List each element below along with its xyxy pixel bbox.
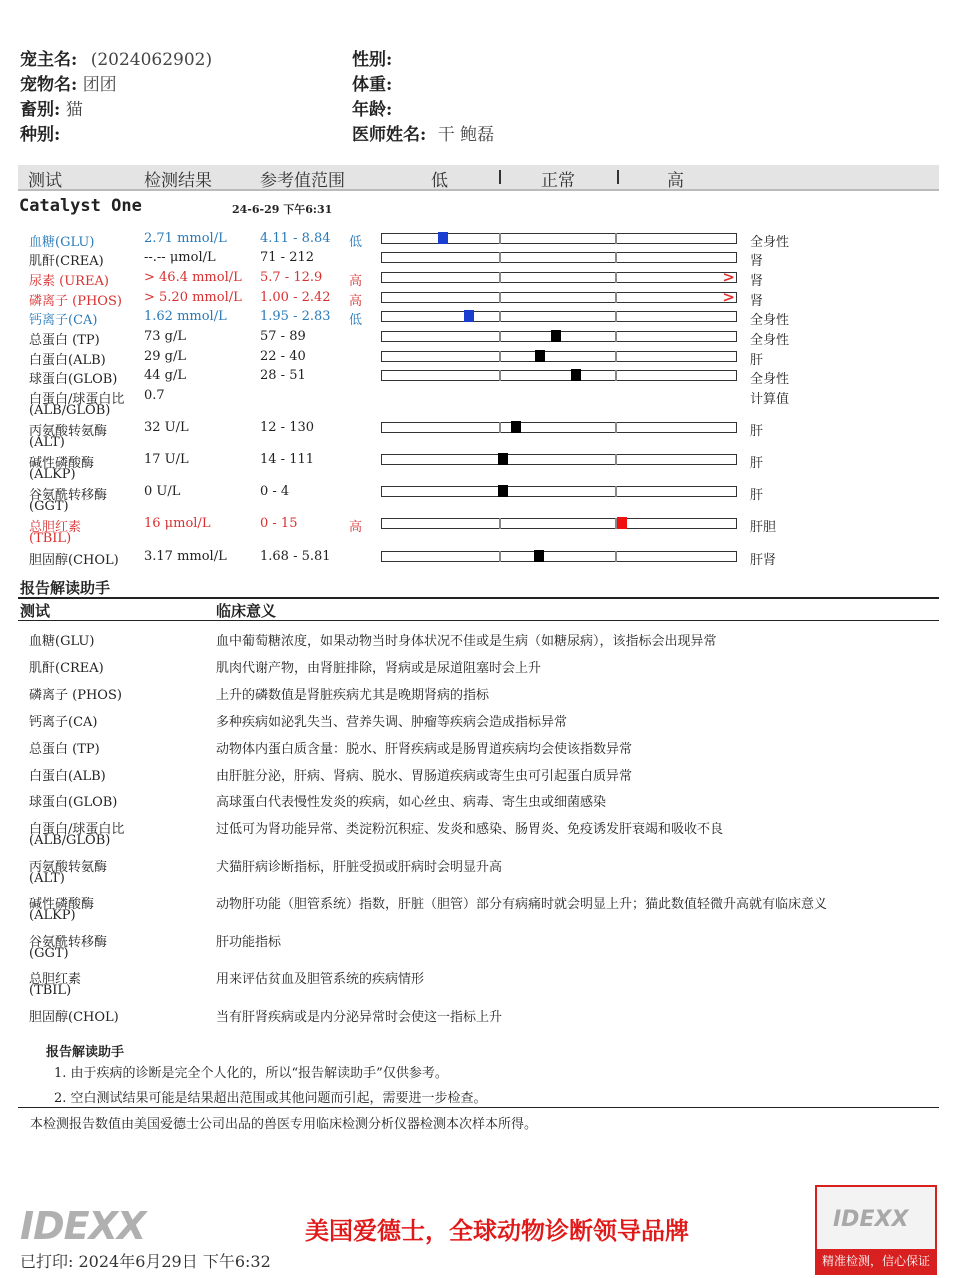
result-range-bar bbox=[381, 233, 737, 244]
result-marker bbox=[438, 232, 448, 244]
range-tick bbox=[615, 351, 617, 362]
result-test-name: 总胆红素 bbox=[29, 520, 82, 535]
interpret-meaning: 血中葡萄糖浓度，如果动物当时身体状况不佳或是生病（如糖尿病），该指标会出现异常 bbox=[216, 634, 717, 649]
quality-badge bbox=[815, 1185, 937, 1275]
result-category: 肾 bbox=[750, 274, 764, 289]
result-test-name: 血糖(GLU) bbox=[29, 235, 95, 250]
interpret-meaning: 肌肉代谢产物，由肾脏排除，肾病或是尿道阻塞时会上升 bbox=[216, 661, 542, 676]
result-value: > 46.4 mmol/L bbox=[144, 270, 242, 285]
doctor-row bbox=[352, 120, 494, 145]
interpret-test-abbrev: (ALKP) bbox=[29, 908, 76, 923]
range-tick bbox=[615, 311, 617, 322]
result-test-name: 尿素 (UREA) bbox=[29, 274, 109, 289]
result-reference: 1.95 - 2.83 bbox=[260, 309, 331, 324]
range-tick bbox=[615, 422, 617, 433]
result-flag: 高 bbox=[349, 274, 363, 289]
result-range-bar bbox=[381, 351, 737, 362]
result-test-name: 肌酐(CREA) bbox=[29, 254, 104, 269]
result-reference: 0 - 4 bbox=[260, 484, 290, 499]
range-tick bbox=[499, 331, 501, 342]
range-tick bbox=[499, 272, 501, 283]
result-value: 3.17 mmol/L bbox=[144, 549, 227, 564]
interpret-meaning: 上升的磷数值是肾脏疾病尤其是晚期肾病的指标 bbox=[216, 688, 490, 703]
interpret-test-name: 白蛋白/球蛋白比 bbox=[29, 822, 125, 837]
result-reference: 4.11 - 8.84 bbox=[260, 231, 331, 246]
printed-date: 已打印: 2024年6月29日 下午6:32 bbox=[20, 1252, 271, 1271]
brand-slogan: 美国爱德士，全球动物诊断领导品牌 bbox=[305, 1216, 689, 1245]
range-tick bbox=[499, 518, 501, 529]
result-marker bbox=[571, 369, 581, 381]
interpret-meaning: 过低可为肾功能异常、类淀粉沉积症、发炎和感染、肠胃炎、免疫诱发肝衰竭和吸收不良 bbox=[216, 822, 724, 837]
instrument-datetime: 24-6-29 下午6:31 bbox=[232, 203, 333, 216]
result-flag: 低 bbox=[349, 235, 363, 250]
owner-value: (2024062902) bbox=[90, 50, 213, 70]
note-item: 2. 空白测试结果可能是结果超出范围或其他问题而引起，需要进一步检查。 bbox=[54, 1091, 487, 1106]
result-category: 计算值 bbox=[750, 392, 790, 407]
result-test-abbrev: (ALKP) bbox=[29, 467, 76, 482]
result-range-bar bbox=[381, 268, 737, 286]
header-test: 测试 bbox=[28, 171, 62, 191]
result-reference: 28 - 51 bbox=[260, 368, 306, 383]
result-value: 0.7 bbox=[144, 388, 165, 403]
result-category: 肾 bbox=[750, 254, 764, 269]
result-range-bar bbox=[381, 486, 737, 497]
result-value: 2.71 mmol/L bbox=[144, 231, 227, 246]
range-tick bbox=[615, 486, 617, 497]
weight-label: 体重: bbox=[352, 75, 393, 95]
result-value: 32 U/L bbox=[144, 420, 189, 435]
result-range-bar bbox=[381, 551, 737, 562]
result-value: 0 U/L bbox=[144, 484, 181, 499]
doctor-value: 干 鲍磊 bbox=[437, 125, 495, 145]
interpret-test-name: 胆固醇(CHOL) bbox=[29, 1010, 119, 1025]
species-value: 猫 bbox=[65, 100, 83, 120]
pet-label: 宠物名: bbox=[20, 75, 78, 95]
owner-label: 宠主名: bbox=[20, 50, 78, 70]
header-ref: 参考值范围 bbox=[260, 171, 345, 191]
result-category: 肝 bbox=[750, 424, 764, 439]
note-item: 1. 由于疾病的诊断是完全个人化的，所以“报告解读助手”仅供参考。 bbox=[54, 1066, 448, 1081]
result-marker bbox=[617, 517, 627, 529]
range-tick bbox=[499, 422, 501, 433]
result-value: 29 g/L bbox=[144, 349, 187, 364]
result-range-bar bbox=[381, 252, 737, 263]
out-of-range-arrow-icon: > bbox=[722, 268, 735, 286]
result-flag: 高 bbox=[349, 520, 363, 535]
range-tick bbox=[499, 252, 501, 263]
result-reference: 14 - 111 bbox=[260, 452, 315, 467]
result-test-name: 白蛋白(ALB) bbox=[29, 353, 106, 368]
badge-logo: IDEXX bbox=[833, 1207, 909, 1232]
result-category: 全身性 bbox=[750, 372, 790, 387]
range-tick bbox=[615, 292, 617, 303]
result-test-abbrev: (GGT) bbox=[29, 499, 69, 514]
idexx-logo: IDEXX bbox=[20, 1204, 146, 1248]
result-category: 肝 bbox=[750, 488, 764, 503]
range-tick bbox=[615, 331, 617, 342]
interpret-test-abbrev: (TBIL) bbox=[29, 983, 72, 998]
interpret-test-name: 丙氨酸转氨酶 bbox=[29, 860, 108, 875]
range-tick bbox=[499, 370, 501, 381]
footer-note: 本检测报告数值由美国爱德士公司出品的兽医专用临床检测分析仪器检测本次样本所得。 bbox=[30, 1117, 538, 1132]
result-test-name: 谷氨酰转移酶 bbox=[29, 488, 108, 503]
result-reference: 57 - 89 bbox=[260, 329, 306, 344]
result-range-bar bbox=[381, 311, 737, 322]
result-marker bbox=[498, 485, 508, 497]
result-test-name: 总蛋白 (TP) bbox=[29, 333, 100, 348]
pet-row bbox=[20, 70, 117, 95]
interpret-test-abbrev: (GGT) bbox=[29, 946, 69, 961]
interpret-test-abbrev: (ALT) bbox=[29, 871, 65, 886]
result-value: 16 μmol/L bbox=[144, 516, 211, 531]
interpret-meaning: 动物体内蛋白质含量：脱水、肝肾疾病或是肠胃道疾病均会使该指数异常 bbox=[216, 742, 633, 757]
result-category: 肝肾 bbox=[750, 553, 777, 568]
result-category: 肝胆 bbox=[750, 520, 777, 535]
result-test-abbrev: (ALB/GLOB) bbox=[29, 403, 111, 418]
result-category: 肝 bbox=[750, 456, 764, 471]
divider bbox=[18, 597, 939, 599]
interpret-meaning: 犬猫肝病诊断指标，肝脏受损或肝病时会明显升高 bbox=[216, 860, 503, 875]
result-flag: 高 bbox=[349, 294, 363, 309]
weight-row bbox=[352, 70, 392, 95]
range-tick bbox=[615, 370, 617, 381]
range-tick bbox=[499, 292, 501, 303]
result-marker bbox=[498, 453, 508, 465]
divider bbox=[18, 620, 939, 621]
range-tick bbox=[615, 252, 617, 263]
doctor-label: 医师姓名: bbox=[352, 125, 427, 145]
range-tick bbox=[615, 454, 617, 465]
result-test-name: 丙氨酸转氨酶 bbox=[29, 424, 108, 439]
interpret-test-name: 碱性磷酸酶 bbox=[29, 897, 95, 912]
interpret-meaning: 高球蛋白代表慢性发炎的疾病，如心丝虫、病毒、寄生虫或细菌感染 bbox=[216, 795, 607, 810]
header-high: 高 bbox=[667, 171, 684, 191]
result-category: 肝 bbox=[750, 353, 764, 368]
range-tick bbox=[615, 272, 617, 283]
owner-row bbox=[20, 45, 212, 70]
interpret-test-name: 谷氨酰转移酶 bbox=[29, 935, 108, 950]
pet-value: 团团 bbox=[82, 75, 117, 95]
result-range-bar bbox=[381, 454, 737, 465]
interpret-test-name: 白蛋白(ALB) bbox=[29, 769, 106, 784]
result-range-bar bbox=[381, 518, 737, 529]
result-test-abbrev: (ALT) bbox=[29, 435, 65, 450]
interpret-col-test: 测试 bbox=[20, 602, 51, 620]
header-divider bbox=[499, 170, 501, 184]
result-reference: 5.7 - 12.9 bbox=[260, 270, 323, 285]
divider bbox=[18, 1107, 939, 1108]
result-reference: 22 - 40 bbox=[260, 349, 306, 364]
result-range-bar bbox=[381, 288, 737, 306]
header-divider bbox=[617, 170, 619, 184]
range-tick bbox=[499, 351, 501, 362]
interpret-test-name: 肌酐(CREA) bbox=[29, 661, 104, 676]
range-tick bbox=[615, 233, 617, 244]
result-reference: 1.68 - 5.81 bbox=[260, 549, 331, 564]
result-test-abbrev: (TBIL) bbox=[29, 531, 72, 546]
results-header bbox=[18, 165, 939, 191]
header-low: 低 bbox=[431, 171, 448, 191]
result-test-name: 球蛋白(GLOB) bbox=[29, 372, 118, 387]
interpret-test-abbrev: (ALB/GLOB) bbox=[29, 833, 111, 848]
range-tick bbox=[499, 551, 501, 562]
result-flag: 低 bbox=[349, 313, 363, 328]
interpret-test-name: 磷离子 (PHOS) bbox=[29, 688, 122, 703]
badge-text: 精准检测，信心保证 bbox=[817, 1249, 935, 1273]
interpret-meaning: 用来评估贫血及胆管系统的疾病情形 bbox=[216, 972, 425, 987]
result-value: --.-- μmol/L bbox=[144, 250, 216, 265]
range-tick bbox=[499, 233, 501, 244]
breed-label: 种别: bbox=[20, 125, 61, 145]
sex-row bbox=[352, 45, 392, 70]
header-normal: 正常 bbox=[541, 171, 575, 191]
result-value: 44 g/L bbox=[144, 368, 187, 383]
result-test-name: 磷离子 (PHOS) bbox=[29, 294, 122, 309]
notes-title: 报告解读助手 bbox=[46, 1045, 125, 1060]
result-test-name: 碱性磷酸酶 bbox=[29, 456, 95, 471]
interpret-test-name: 血糖(GLU) bbox=[29, 634, 95, 649]
result-value: 17 U/L bbox=[144, 452, 189, 467]
result-range-bar bbox=[381, 331, 737, 342]
result-test-name: 钙离子(CA) bbox=[29, 313, 98, 328]
result-value: 1.62 mmol/L bbox=[144, 309, 227, 324]
interpret-test-name: 钙离子(CA) bbox=[29, 715, 98, 730]
result-category: 全身性 bbox=[750, 235, 790, 250]
interpret-test-name: 总胆红素 bbox=[29, 972, 82, 987]
result-reference: 71 - 212 bbox=[260, 250, 315, 265]
age-label: 年龄: bbox=[352, 100, 393, 120]
result-marker bbox=[464, 310, 474, 322]
result-marker bbox=[551, 330, 561, 342]
result-category: 全身性 bbox=[750, 333, 790, 348]
result-range-bar bbox=[381, 370, 737, 381]
result-category: 全身性 bbox=[750, 313, 790, 328]
interpret-test-name: 总蛋白 (TP) bbox=[29, 742, 100, 757]
result-test-name: 白蛋白/球蛋白比 bbox=[29, 392, 125, 407]
result-category: 肾 bbox=[750, 294, 764, 309]
result-marker bbox=[535, 350, 545, 362]
interpret-col-meaning: 临床意义 bbox=[216, 602, 277, 620]
interpret-meaning: 由肝脏分泌，肝病、肾病、脱水、胃肠道疾病或寄生虫可引起蛋白质异常 bbox=[216, 769, 633, 784]
interpret-meaning: 当有肝肾疾病或是内分泌异常时会使这一指标上升 bbox=[216, 1010, 503, 1025]
out-of-range-arrow-icon: > bbox=[722, 288, 735, 306]
interpret-title: 报告解读助手 bbox=[20, 579, 111, 597]
result-range-bar bbox=[381, 422, 737, 433]
range-tick bbox=[615, 551, 617, 562]
result-test-name: 胆固醇(CHOL) bbox=[29, 553, 119, 568]
interpret-meaning: 肝功能指标 bbox=[216, 935, 282, 950]
result-reference: 0 - 15 bbox=[260, 516, 298, 531]
result-value: > 5.20 mmol/L bbox=[144, 290, 242, 305]
result-marker bbox=[511, 421, 521, 433]
interpret-meaning: 动物肝功能（胆管系统）指数，肝脏（胆管）部分有病痛时就会明显上升；猫此数值轻微升高就有临床意义 bbox=[216, 897, 828, 912]
sex-label: 性别: bbox=[352, 50, 393, 70]
result-reference: 12 - 130 bbox=[260, 420, 315, 435]
breed-row bbox=[20, 120, 60, 145]
result-value: 73 g/L bbox=[144, 329, 187, 344]
species-row bbox=[20, 95, 83, 120]
header-result: 检测结果 bbox=[144, 171, 212, 191]
instrument-name: Catalyst One bbox=[19, 196, 142, 216]
age-row bbox=[352, 95, 392, 120]
species-label: 畜别: bbox=[20, 100, 61, 120]
interpret-meaning: 多种疾病如泌乳失当、营养失调、肿瘤等疾病会造成指标异常 bbox=[216, 715, 568, 730]
interpret-test-name: 球蛋白(GLOB) bbox=[29, 795, 118, 810]
range-tick bbox=[499, 311, 501, 322]
result-marker bbox=[534, 550, 544, 562]
result-reference: 1.00 - 2.42 bbox=[260, 290, 331, 305]
